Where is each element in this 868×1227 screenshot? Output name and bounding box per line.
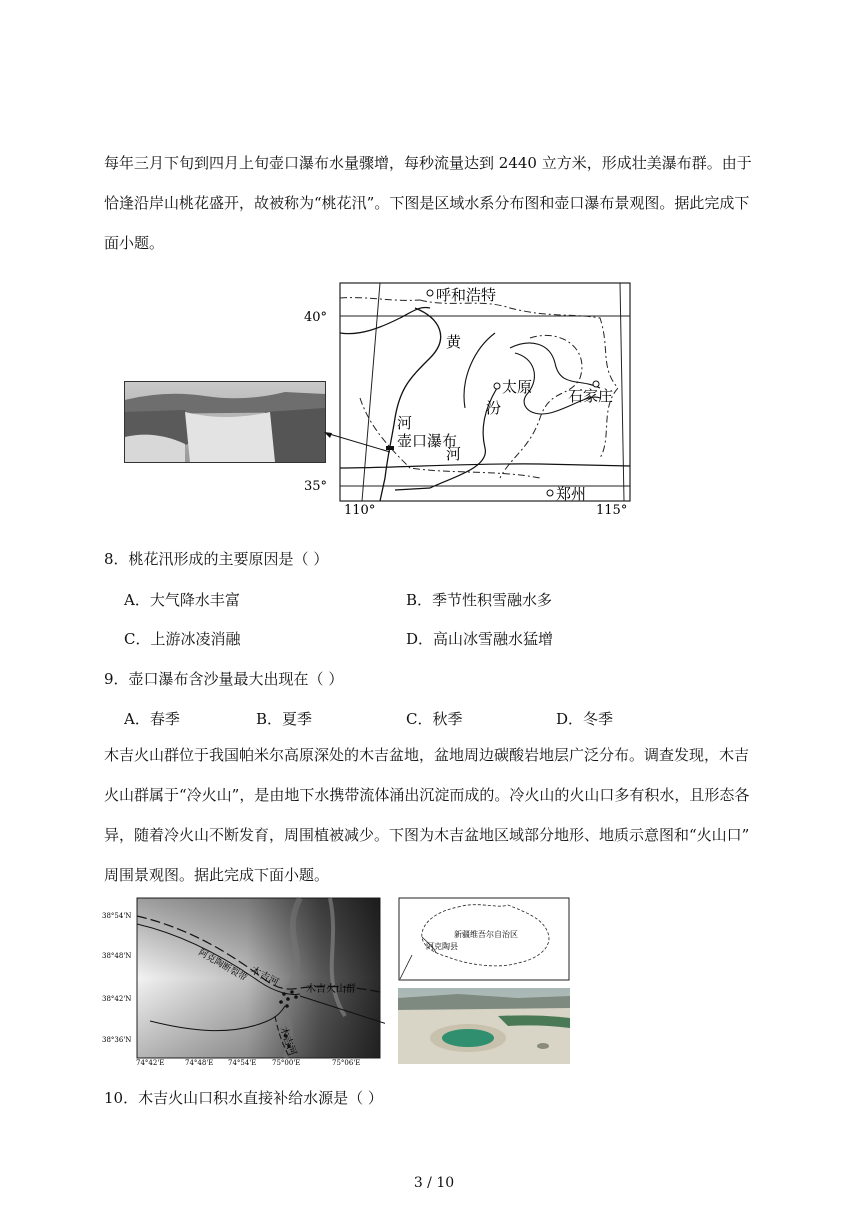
inset-county-label: 阿克陶县 (426, 942, 458, 951)
label-hukou: 壶口瀑布 (397, 432, 458, 450)
pointer-arrow (322, 428, 392, 458)
q8-option-c[interactable]: C．上游冰凌消融 (124, 630, 241, 648)
label-taiyuan: 太原 (502, 378, 533, 396)
label-he-2: 河 (446, 445, 462, 463)
lon-label-2: 74°48'E (185, 1059, 214, 1066)
lon-label-1: 74°42'E (136, 1059, 165, 1066)
crater-landscape-photo (398, 988, 570, 1064)
q9-stem: 9．壶口瀑布含沙量最大出现在（ ） (104, 670, 344, 688)
label-river-2: 木吉河 (277, 1025, 298, 1058)
q9-option-d[interactable]: D．冬季 (556, 710, 614, 728)
label-river-1: 木吉河 (248, 964, 281, 989)
yellow-river-map (300, 278, 645, 518)
lat-label-2: 38°48'N (102, 952, 132, 960)
intro2-line-3: 异，随着冷火山不断发育，周围植被减少。下图为木吉盆地区域部分地形、地质示意图和“火山口” (104, 826, 750, 844)
label-lat40: 40° (304, 310, 328, 325)
q9-option-c[interactable]: C．秋季 (406, 710, 463, 728)
q8-option-b[interactable]: B．季节性积雪融水多 (406, 591, 553, 609)
label-shijiazhuang: 石家庄 (568, 387, 614, 405)
intro2-line-4: 周围景观图。据此完成下面小题。 (104, 866, 330, 884)
intro2-line-1: 木吉火山群位于我国帕米尔高原深处的木吉盆地，盆地周边碳酸岩地层广泛分布。调查发现，木吉 (104, 746, 750, 764)
inset-region-label: 新疆维吾尔自治区 (454, 930, 518, 939)
lon-label-3: 74°54'E (228, 1059, 257, 1066)
xinjiang-inset-map (398, 897, 570, 981)
q8-stem: 8．桃花汛形成的主要原因是（ ） (104, 550, 329, 568)
q8-option-d[interactable]: D．高山冰雪融水猛增 (406, 630, 554, 648)
intro-line-3: 面小题。 (104, 234, 165, 252)
label-huang: 黄 (446, 333, 462, 351)
label-fault: 阿克陶断裂带 (196, 947, 249, 984)
label-lat35: 35° (304, 479, 328, 494)
q10-stem: 10．木吉火山口积水直接补给水源是（ ） (104, 1089, 383, 1107)
q9-option-b[interactable]: B．夏季 (256, 710, 313, 728)
intro2-line-2: 火山群属于“冷火山”，是由地下水携带流体涌出沉淀而成的。冷火山的火山口多有积水，且形态各 (104, 786, 750, 804)
q8-option-a[interactable]: A．大气降水丰富 (124, 591, 240, 609)
intro-line-2: 恰逢沿岸山桃花盛开，故被称为“桃花汛”。下图是区域水系分布图和壶口瀑布景观图。据此完成下 (104, 194, 750, 212)
label-zhengzhou: 郑州 (556, 485, 587, 503)
lat-label-3: 38°42'N (102, 995, 132, 1003)
label-he-1: 河 (397, 414, 413, 432)
lat-label-4: 38°36'N (102, 1036, 132, 1044)
lon-label-5: 75°06'E (332, 1059, 361, 1066)
q9-option-a[interactable]: A．春季 (124, 710, 180, 728)
hukou-waterfall-photo (124, 381, 326, 463)
muji-terrain-map (100, 896, 385, 1066)
label-lon110: 110° (344, 503, 376, 518)
lon-label-4: 75°00'E (272, 1059, 301, 1066)
label-fen: 汾 (486, 399, 502, 417)
label-lon115: 115° (596, 503, 628, 518)
label-volcano: 木吉火山群 (306, 984, 356, 995)
lat-label-1: 38°54'N (102, 912, 132, 920)
page-number: 3 / 10 (413, 1175, 455, 1191)
label-hohhot: 呼和浩特 (436, 286, 497, 304)
intro-line-1: 每年三月下旬到四月上旬壶口瀑布水量骤增，每秒流量达到 2440 立方米，形成壮美瀑布群。由于 (104, 154, 752, 172)
